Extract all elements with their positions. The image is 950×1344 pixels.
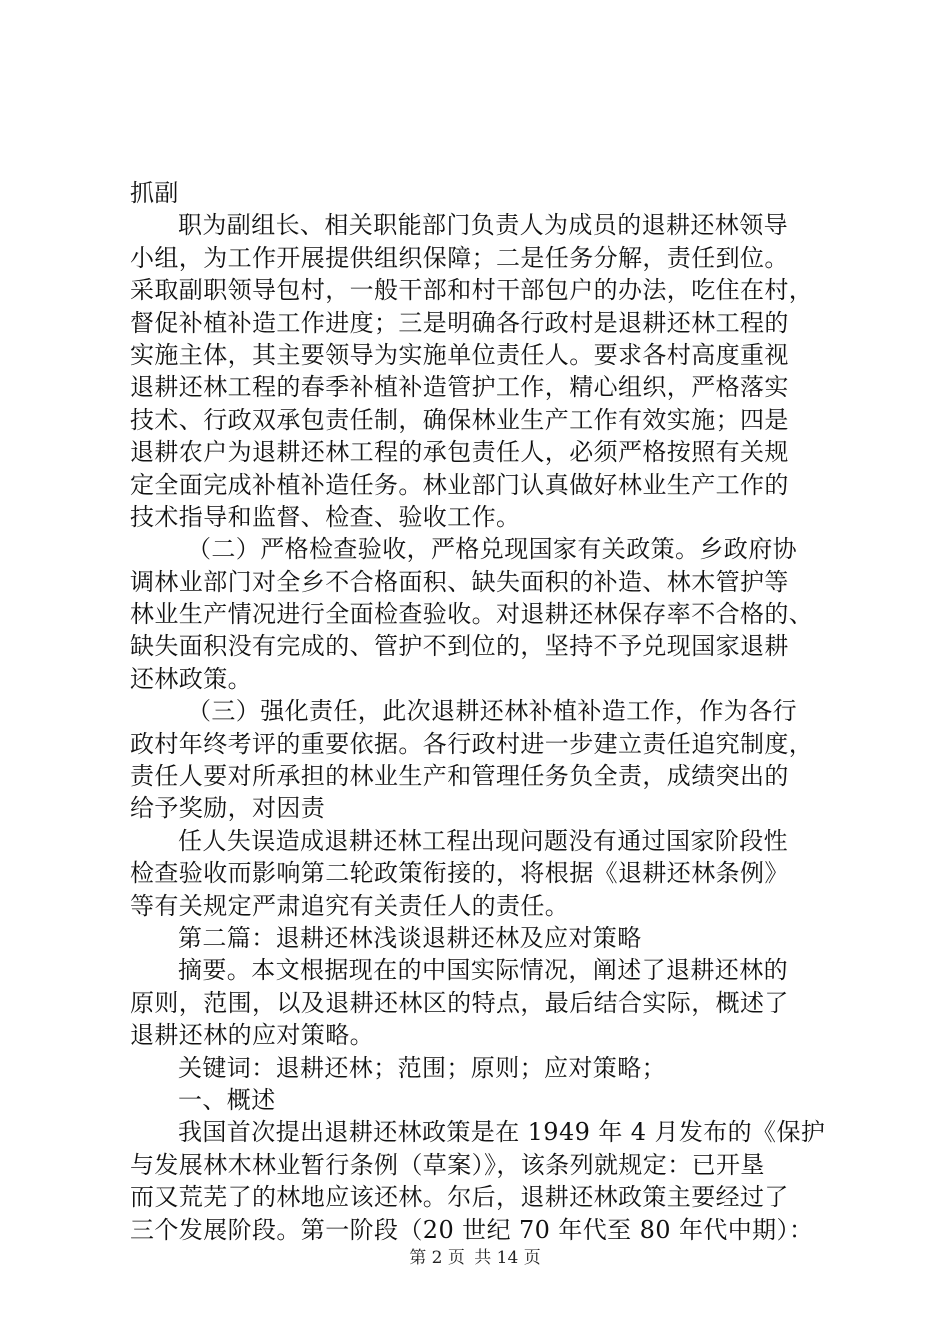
section-heading: 第二篇：退耕还林浅谈退耕还林及应对策略: [178, 923, 642, 952]
text-line: 抓副: [130, 179, 179, 207]
text-line: 林业生产情况进行全面检查验收。对退耕还林保存率不合格的、: [130, 600, 814, 629]
keywords-line: 关键词：退耕还林；范围；原则；应对策略；: [178, 1053, 666, 1082]
text-line: 定全面完成补植补造任务。林业部门认真做好林业生产工作的: [130, 470, 789, 499]
document-body: [130, 177, 830, 1246]
text-line: （三）强化责任，此次退耕还林补植补造工作，作为各行: [187, 697, 797, 726]
text-line: 等有关规定严肃追究有关责任人的责任。: [130, 891, 570, 920]
text-line: 检查验收而影响第二轮政策衔接的，将根据《退耕还林条例》: [130, 859, 789, 888]
text-line: 退耕农户为退耕还林工程的承包责任人，必须严格按照有关规: [130, 438, 789, 467]
text-line: 调林业部门对全乡不合格面积、缺失面积的补造、林木管护等: [130, 567, 789, 596]
text-line: 退耕还林工程的春季补植补造管护工作，精心组织，严格落实: [130, 373, 789, 402]
text-line: 与发展林木林业暂行条例（草案）》，该条列就规定：已开垦: [130, 1150, 765, 1179]
page-total: 共 14 页: [474, 1248, 541, 1268]
text-line: 而又荒芜了的林地应该还林。尔后，退耕还林政策主要经过了: [130, 1183, 789, 1212]
text-line: 技术指导和监督、检查、验收工作。: [130, 502, 521, 531]
text-line: 采取副职领导包村，一般干部和村干部包户的办法，吃住在村，: [130, 276, 814, 305]
text-line: 政村年终考评的重要依据。各行政村进一步建立责任追究制度，: [130, 729, 814, 758]
text-line: 给予奖励，对因责: [130, 794, 326, 823]
text-line: 退耕还林的应对策略。: [130, 1021, 374, 1050]
text-line: 我国首次提出退耕还林政策是在 1949 年 4 月发布的《保护: [178, 1118, 826, 1147]
text-line: 原则，范围，以及退耕还林区的特点，最后结合实际，概述了: [130, 988, 789, 1017]
text-line: 督促补植补造工作进度；三是明确各行政村是退耕还林工程的: [130, 308, 789, 337]
text-line: 职为副组长、相关职能部门负责人为成员的退耕还林领导: [178, 211, 788, 240]
text-line: 缺失面积没有完成的、管护不到位的，坚持不予兑现国家退耕: [130, 632, 789, 661]
page-number: 第 2 页: [409, 1248, 465, 1268]
text-line: 任人失误造成退耕还林工程出现问题没有通过国家阶段性: [178, 826, 788, 855]
text-line: （二）严格检查验收，严格兑现国家有关政策。乡政府协: [187, 535, 797, 564]
subsection-heading: 一、概述: [178, 1085, 276, 1114]
text-line: 三个发展阶段。第一阶段（20 世纪 70 年代至 80 年代中期）：: [130, 1215, 814, 1244]
page-footer: [0, 1247, 950, 1269]
text-line: 还林政策。: [130, 664, 252, 693]
text-line: 技术、行政双承包责任制，确保林业生产工作有效实施；四是: [130, 405, 789, 434]
text-line: 责任人要对所承担的林业生产和管理任务负全责，成绩突出的: [130, 762, 789, 791]
text-line: 摘要。本文根据现在的中国实际情况，阐述了退耕还林的: [178, 956, 788, 985]
text-line: 实施主体，其主要领导为实施单位责任人。要求各村高度重视: [130, 340, 789, 369]
text-line: 小组，为工作开展提供组织保障；二是任务分解，责任到位。: [130, 243, 789, 272]
